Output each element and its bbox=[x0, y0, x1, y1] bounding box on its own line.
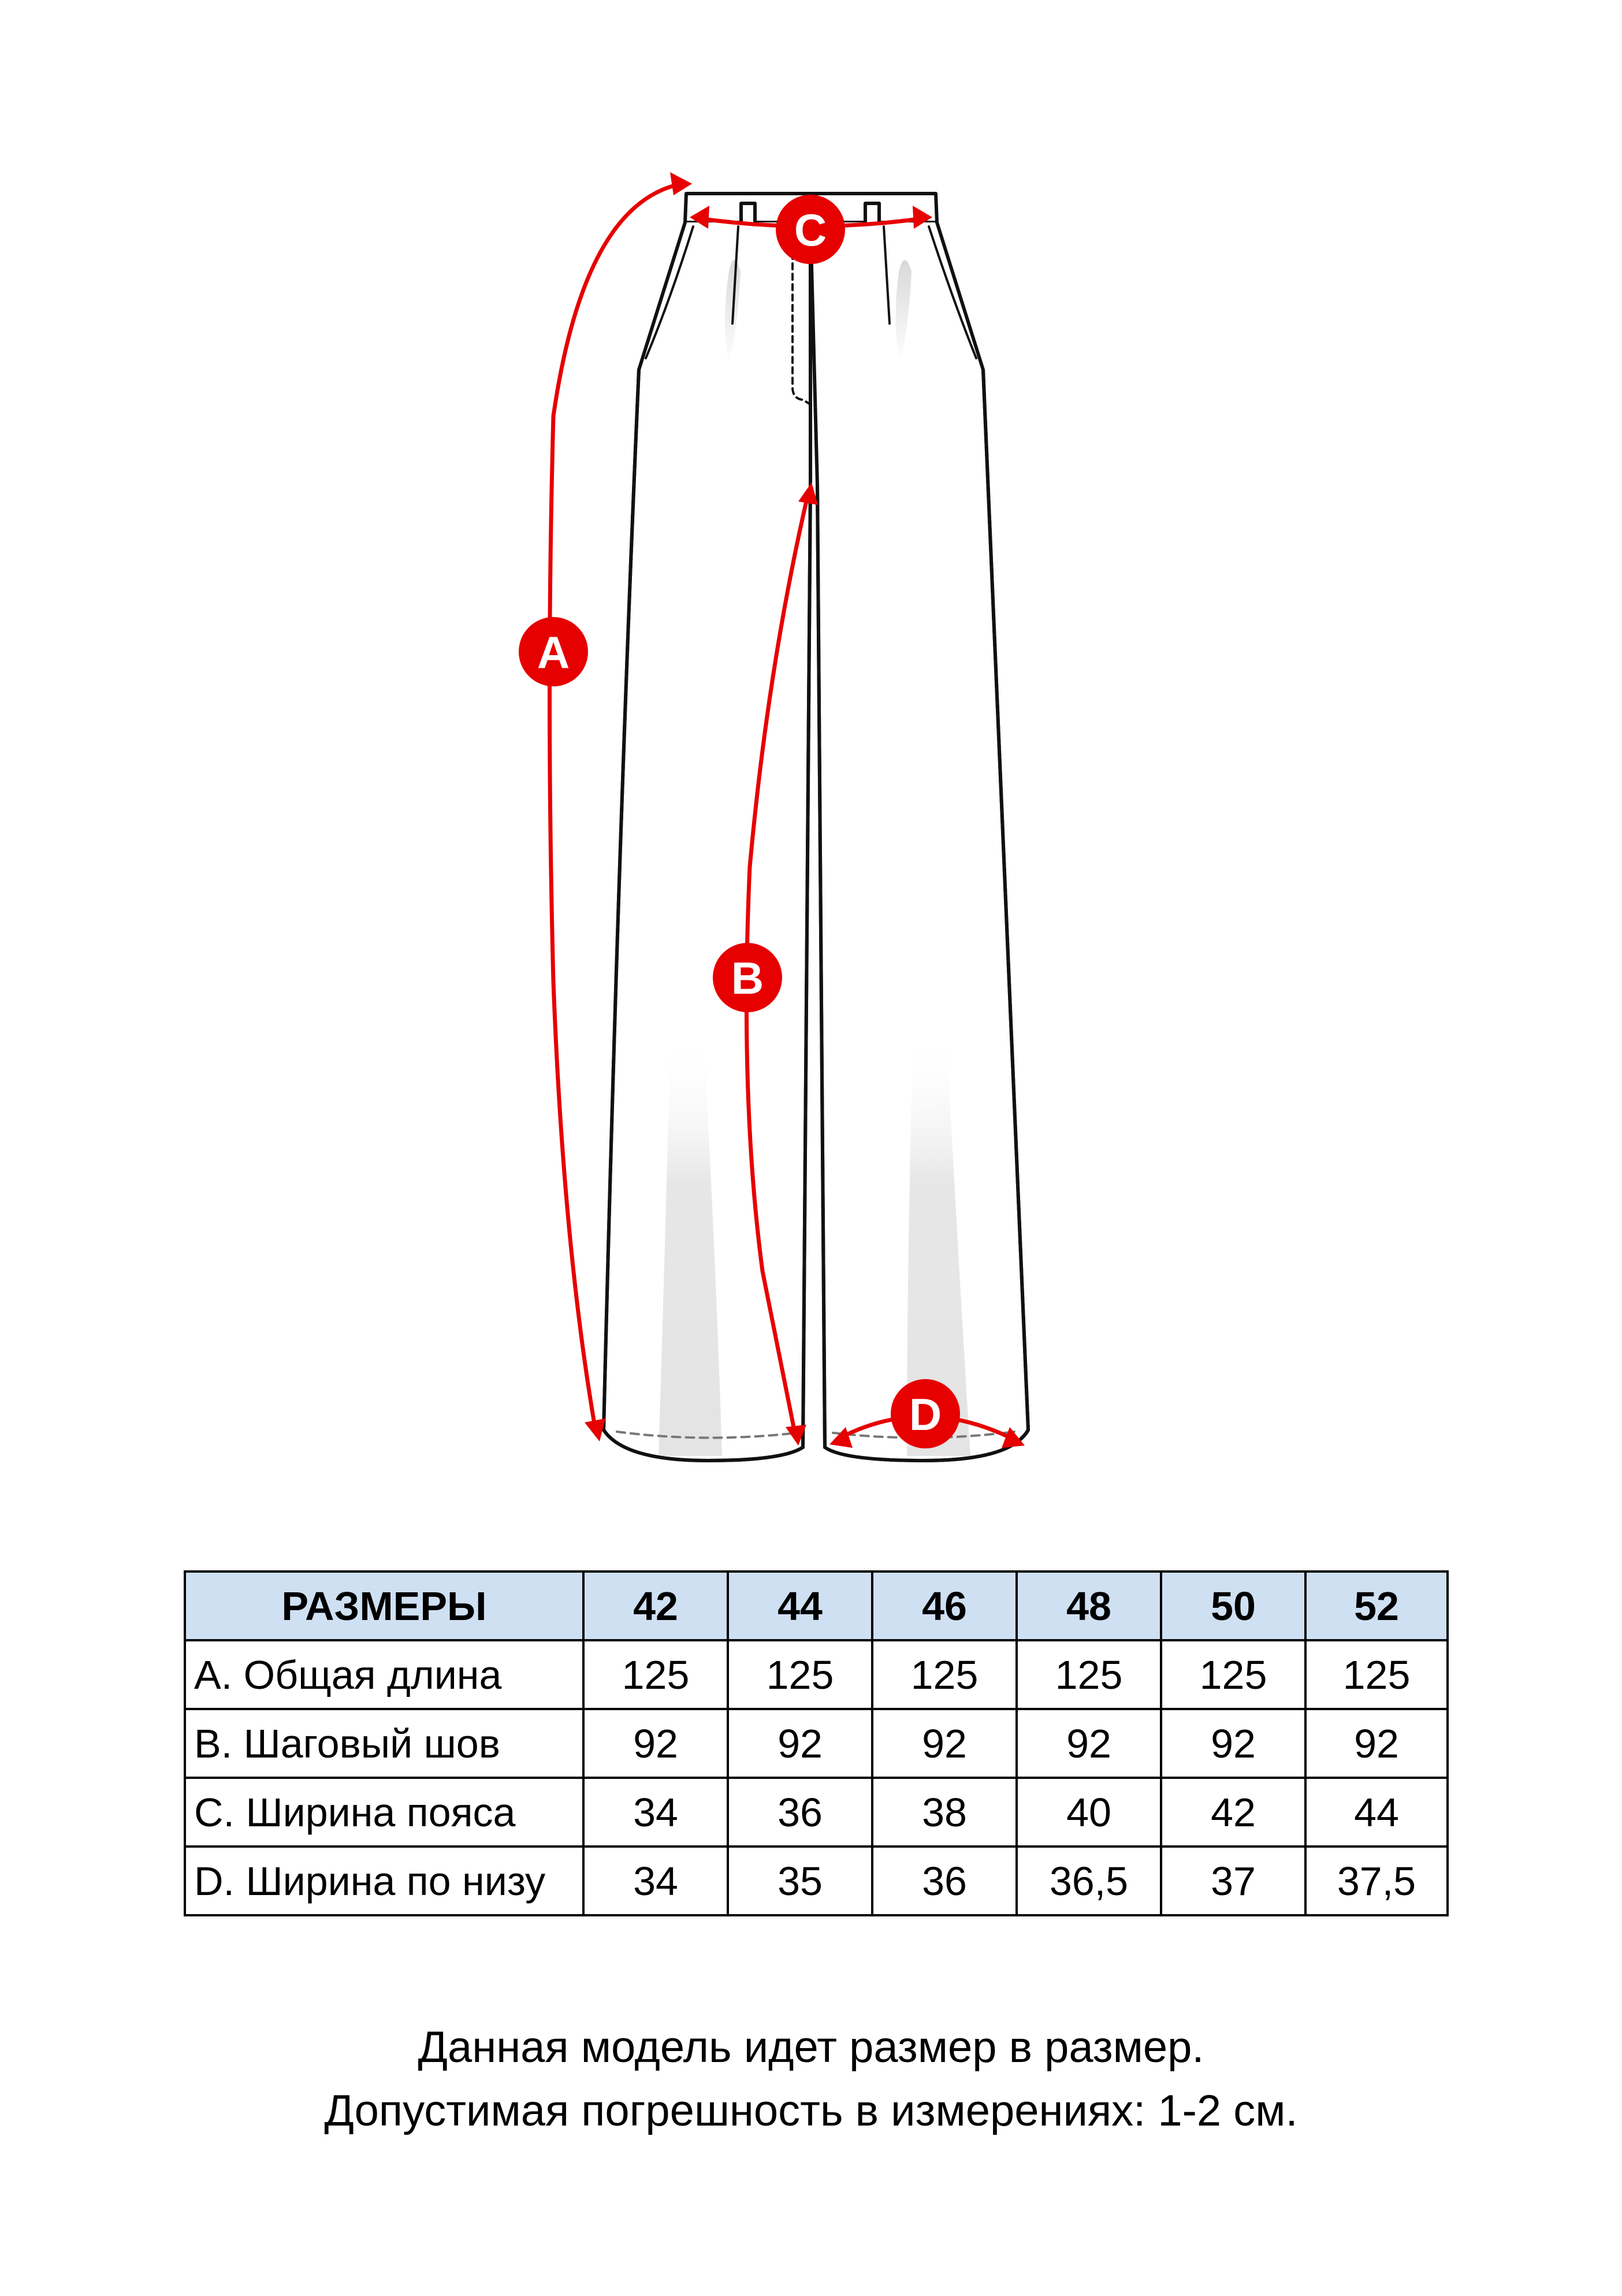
table-cell: 37 bbox=[1161, 1847, 1305, 1915]
row-label: D. Ширина по низу bbox=[185, 1847, 583, 1915]
marker-a bbox=[519, 617, 588, 686]
table-cell: 125 bbox=[583, 1640, 728, 1709]
table-cell: 92 bbox=[1161, 1709, 1305, 1778]
table-cell: 125 bbox=[728, 1640, 872, 1709]
table-cell: 92 bbox=[1305, 1709, 1448, 1778]
size-header: 50 bbox=[1161, 1571, 1305, 1640]
table-cell: 36 bbox=[872, 1847, 1017, 1915]
table-cell: 34 bbox=[583, 1778, 728, 1847]
size-header: 46 bbox=[872, 1571, 1017, 1640]
size-header: 52 bbox=[1305, 1571, 1448, 1640]
row-label: A. Общая длина bbox=[185, 1640, 583, 1709]
marker-c-label: C bbox=[794, 205, 827, 255]
size-table bbox=[184, 1570, 1449, 1916]
table-row bbox=[185, 1709, 1448, 1778]
table-cell: 35 bbox=[728, 1847, 872, 1915]
marker-d bbox=[891, 1379, 960, 1448]
table-row bbox=[185, 1640, 1448, 1709]
marker-b bbox=[713, 943, 782, 1012]
table-cell: 92 bbox=[872, 1709, 1017, 1778]
table-cell: 44 bbox=[1305, 1778, 1448, 1847]
table-cell: 125 bbox=[1017, 1640, 1161, 1709]
size-header: 44 bbox=[728, 1571, 872, 1640]
table-cell: 125 bbox=[872, 1640, 1017, 1709]
arrow-a-bottom bbox=[585, 1418, 605, 1441]
marker-b-label: B bbox=[731, 953, 764, 1004]
table-cell: 34 bbox=[583, 1847, 728, 1915]
fit-note: Данная модель идет размер в размер. bbox=[418, 2023, 1204, 2072]
table-cell: 42 bbox=[1161, 1778, 1305, 1847]
table-cell: 92 bbox=[1017, 1709, 1161, 1778]
tolerance-note: Допустимая погрешность в измерениях: 1-2 см. bbox=[324, 2086, 1298, 2135]
table-cell: 38 bbox=[872, 1778, 1017, 1847]
marker-d-label: D bbox=[909, 1389, 942, 1440]
table-cell: 37,5 bbox=[1305, 1847, 1448, 1915]
row-label: B. Шаговый шов bbox=[185, 1709, 583, 1778]
table-cell: 92 bbox=[728, 1709, 872, 1778]
table-row bbox=[185, 1778, 1448, 1847]
row-label: C. Ширина пояса bbox=[185, 1778, 583, 1847]
size-header: 48 bbox=[1017, 1571, 1161, 1640]
table-row bbox=[185, 1847, 1448, 1915]
table-cell: 92 bbox=[583, 1709, 728, 1778]
marker-a-label: A bbox=[537, 627, 570, 678]
table-header-row bbox=[185, 1571, 1448, 1640]
table-cell: 125 bbox=[1161, 1640, 1305, 1709]
table-cell: 125 bbox=[1305, 1640, 1448, 1709]
table-cell: 36,5 bbox=[1017, 1847, 1161, 1915]
header-label: РАЗМЕРЫ bbox=[185, 1571, 583, 1640]
table-cell: 40 bbox=[1017, 1778, 1161, 1847]
table-cell: 36 bbox=[728, 1778, 872, 1847]
size-header: 42 bbox=[583, 1571, 728, 1640]
marker-c bbox=[776, 195, 845, 264]
